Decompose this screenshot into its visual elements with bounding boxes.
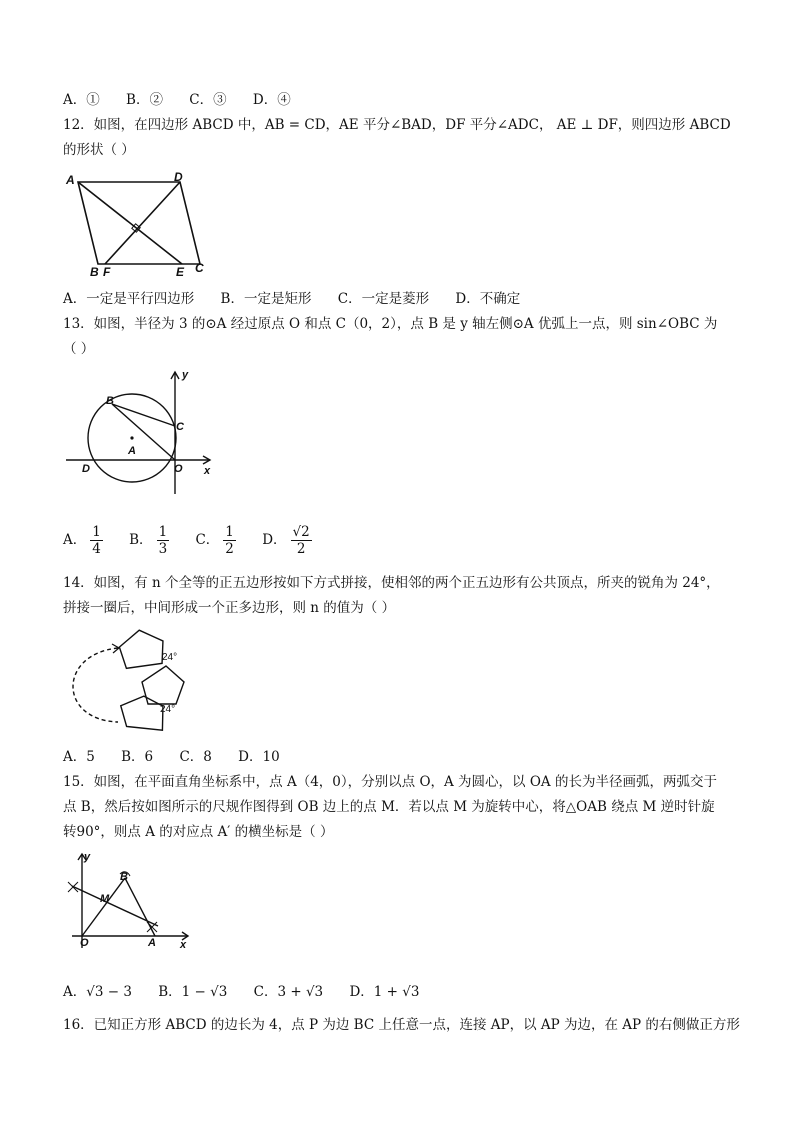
q15-label-y: y: [84, 851, 91, 863]
q12-option-a: A．一定是平行四边形: [63, 291, 195, 307]
q16-stem-line1: 16．已知正方形 ABCD 的边长为 4，点 P 为边 BC 上任意一点，连接 AP，以 AP 为边，在 AP 的右侧做正方形: [63, 1017, 740, 1033]
q15-option-d: D．1 + √3: [349, 984, 420, 1000]
q12-stem-line2: 的形状（ ）: [63, 142, 135, 158]
q13-option-d: D． $\frac{√2}{2}$: [262, 524, 310, 557]
q15-figure: [62, 850, 192, 950]
q12-label-e: E: [176, 265, 185, 279]
q11-option-b: B．②: [126, 92, 163, 108]
q13-label-o: O: [174, 463, 183, 475]
q13-stem-line2: （ ）: [63, 341, 95, 357]
q15-stem-line1: 15．如图，在平面直角坐标系中，点 A（4，0），分别以点 O，A 为圆心，以 OA 的长为半径画弧，两弧交于: [63, 774, 717, 790]
q14-stem-line2: 拼接一圈后，中间形成一个正多边形，则 n 的值为（ ）: [63, 600, 396, 616]
q15-label-x: x: [180, 939, 187, 950]
q12-label-a: A: [66, 173, 75, 187]
q15-options: [63, 982, 441, 1002]
q15-label-m: M: [100, 893, 110, 905]
q11-option-a: A．①: [63, 92, 100, 108]
q15-label-o: O: [80, 937, 89, 949]
q15-stem-line3: 转90°，则点 A 的对应点 A′ 的横坐标是（ ）: [63, 824, 334, 840]
q13-label-a: A: [128, 445, 136, 457]
q12-options: [63, 289, 542, 309]
q15-label-a: A: [148, 937, 156, 949]
q13-option-b: B． $\frac{1}{3}$: [129, 524, 168, 557]
q14-option-b: B．6: [121, 749, 154, 765]
q15-label-b: B: [120, 871, 128, 883]
q13-label-b: B: [106, 395, 114, 407]
q13-option-c: C． $\frac{1}{2}$: [195, 524, 234, 557]
q12-label-b: B: [90, 265, 99, 279]
q13-figure: [62, 366, 222, 498]
q13-options: [63, 520, 316, 560]
q14-angle2-label: 24°: [160, 704, 176, 715]
q13-label-x: x: [204, 465, 211, 477]
q15-stem-line2: 点 B，然后按如图所示的尺规作图得到 OB 边上的点 M．若以点 M 为旋转中心，将△OAB 绕点 M 逆时针旋: [63, 799, 715, 815]
q12-option-c: C．一定是菱形: [337, 291, 430, 307]
q12-option-d: D．不确定: [455, 291, 521, 307]
q11-option-d: D．④: [252, 92, 291, 108]
q13-label-c: C: [176, 421, 184, 433]
q14-option-d: D．10: [238, 749, 280, 765]
q13-label-d: D: [82, 463, 90, 475]
q15-option-a: A．√3 − 3: [63, 984, 132, 1000]
q15-option-b: B．1 − √3: [158, 984, 228, 1000]
q11-option-c: C．③: [189, 92, 227, 108]
q12-label-d: D: [174, 170, 183, 184]
q12-label-f: F: [103, 265, 111, 279]
q12-option-b: B．一定是矩形: [220, 291, 312, 307]
q13-option-a: A． $\frac{1}{4}$: [63, 524, 101, 557]
q11-options: [63, 90, 313, 110]
q15-option-c: C．3 + √3: [253, 984, 324, 1000]
q14-option-c: C．8: [179, 749, 212, 765]
q14-figure: [62, 624, 202, 738]
q14-angle1-label: 24°: [162, 652, 178, 663]
q12-figure: [60, 168, 220, 280]
q14-stem-line1: 14．如图，有 n 个全等的正五边形按如下方式拼接，使相邻的两个正五边形有公共顶点，所夹的锐角为 24°，: [63, 575, 720, 591]
q13-label-y: y: [182, 369, 189, 381]
q12-label-c: C: [195, 261, 204, 275]
q14-options: [63, 747, 302, 767]
q13-stem-line1: 13．如图，半径为 3 的⊙A 经过原点 O 和点 C（0，2），点 B 是 y 轴左侧⊙A 优弧上一点，则 sin∠OBC 为: [63, 316, 718, 332]
q12-stem-line1: 12．如图，在四边形 ABCD 中，AB = CD，AE 平分∠BAD，DF 平分∠ADC， AE ⊥ DF，则四边形 ABCD: [63, 117, 731, 133]
q14-option-a: A．5: [63, 749, 95, 765]
